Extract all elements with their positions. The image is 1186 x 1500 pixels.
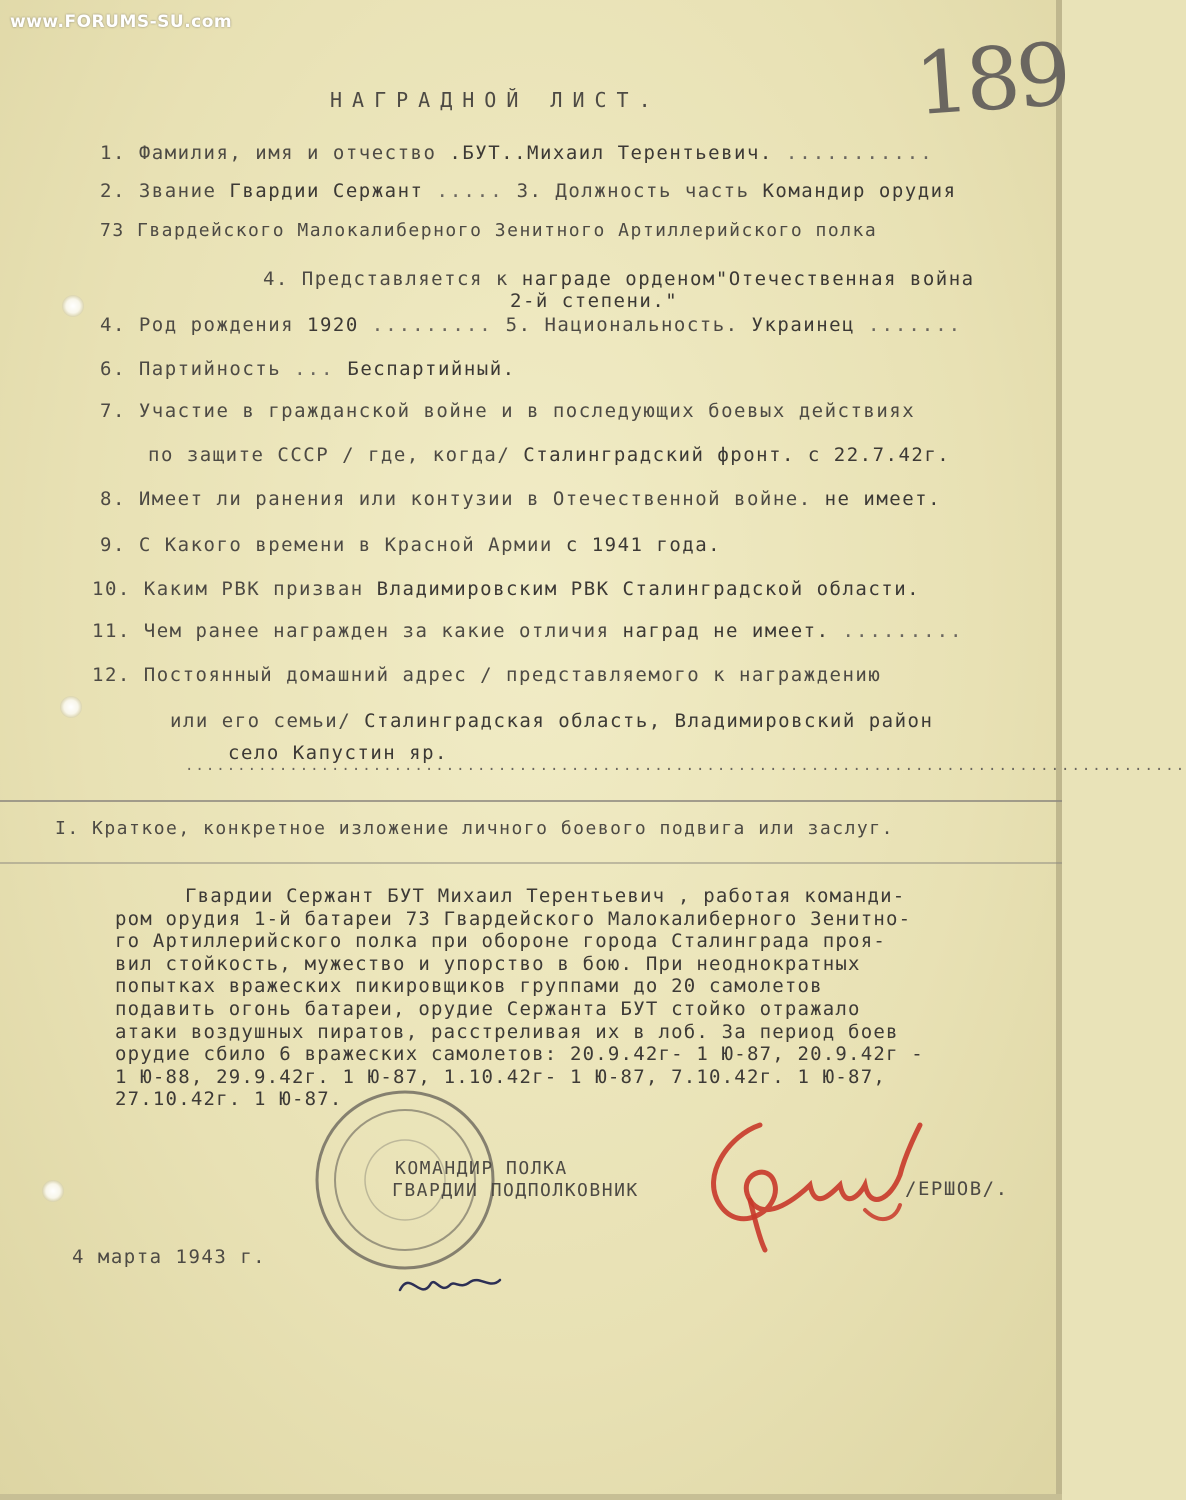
archive-number: 189 bbox=[911, 24, 1071, 136]
feat-line: 27.10.42г. 1 Ю-87. bbox=[115, 1088, 343, 1111]
dot-leader: ......... bbox=[371, 314, 493, 336]
field-9-row bbox=[100, 534, 721, 556]
field-6-row bbox=[100, 358, 516, 380]
field-12-value: Сталинградская область, Владимировский район bbox=[364, 710, 934, 732]
field-4-label: 4. Представляется к bbox=[262, 268, 509, 290]
field-2-row bbox=[100, 180, 957, 202]
field-6-label: 6. Партийность bbox=[100, 358, 282, 380]
feat-line: подавить огонь батареи, орудие Сержанта БУТ стойко отражало bbox=[115, 997, 861, 1020]
field-8-label: 8. Имеет ли ранения или контузии в Отечественной войне. bbox=[100, 488, 812, 510]
field-5b-value: Украинец bbox=[751, 314, 856, 336]
field-11-label: 11. Чем ранее награжден за какие отличия bbox=[92, 620, 610, 642]
dot-leader: ........... bbox=[785, 142, 934, 164]
field-5-row bbox=[100, 314, 962, 336]
dot-leader-row: ................................................................................................ bbox=[185, 758, 1186, 774]
feat-line: го Артиллерийского полка при обороне города Сталинграда проя- bbox=[115, 930, 886, 953]
dot-leader: ......... bbox=[842, 620, 964, 642]
field-3-label: 3. Должность часть bbox=[516, 180, 750, 202]
feat-description bbox=[115, 885, 1045, 1111]
field-12-label-cont: или его семьи/ bbox=[170, 710, 352, 732]
field-1-label: 1. Фамилия, имя и отчество bbox=[100, 142, 437, 164]
dot-leader: ....... bbox=[868, 314, 963, 336]
field-7-row bbox=[148, 444, 950, 466]
paper-edge-right bbox=[1056, 0, 1062, 1500]
field-10-label: 10. Каким РВК призван bbox=[92, 578, 364, 600]
document-title: НАГРАДНОЙ ЛИСТ. bbox=[330, 88, 661, 112]
paper-edge-bottom bbox=[0, 1494, 1062, 1500]
field-3-value: Командир орудия bbox=[762, 180, 957, 202]
field-2-value: Гвардии Сержант bbox=[229, 180, 424, 202]
field-8-value: не имеет. bbox=[824, 488, 942, 510]
site-watermark: www.FORUMS-SU.com bbox=[10, 12, 233, 32]
dot-leader: ... bbox=[294, 358, 335, 380]
field-5-value: 1920 bbox=[307, 314, 359, 336]
field-11-row bbox=[92, 620, 963, 642]
field-10-value: Владимировским РВК Сталинградской области. bbox=[376, 578, 921, 600]
document-date: 4 марта 1943 г. bbox=[72, 1246, 267, 1268]
feat-line: ром орудия 1-й батареи 73 Гвардейского Малокалиберного Зенитно- bbox=[115, 907, 912, 930]
commander-title-2: ГВАРДИИ ПОДПОЛКОВНИК bbox=[392, 1180, 639, 1201]
field-6-value: Беспартийный. bbox=[347, 358, 516, 380]
field-4-row bbox=[100, 268, 975, 290]
field-4-value: награде орденом"Отечественная война bbox=[521, 268, 975, 290]
field-8-row bbox=[100, 488, 941, 510]
field-1-value: .БУТ..Михаил Терентьевич. bbox=[449, 142, 773, 164]
section-1-header: I. Краткое, конкретное изложение личного боевого подвига или заслуг. bbox=[55, 818, 894, 839]
punch-hole bbox=[42, 1180, 64, 1202]
feat-line: попытках вражеских пикировщиков группами до 20 самолетов bbox=[115, 975, 823, 998]
regiment-line: 73 Гвардейского Малокалиберного Зенитного Артиллерийского полка bbox=[100, 220, 878, 241]
field-1-row bbox=[100, 142, 934, 164]
field-7-label: 7. Участие в гражданской войне и в последующих боевых действиях bbox=[100, 400, 916, 422]
feat-line: Гвардии Сержант БУТ Михаил Терентьевич , работая команди- bbox=[185, 885, 906, 907]
field-10-row bbox=[92, 578, 920, 600]
field-11-value: наград не имеет. bbox=[622, 620, 830, 642]
dot-leader: ..... bbox=[436, 180, 504, 202]
punch-hole bbox=[62, 295, 84, 317]
commander-title-1: КОМАНДИР ПОЛКА bbox=[395, 1158, 568, 1179]
field-12-label: 12. Постоянный домашний адрес / представляемого к награждению bbox=[92, 664, 882, 686]
field-9-value: с 1941 года. bbox=[565, 534, 722, 556]
section-divider bbox=[0, 862, 1062, 864]
field-4-value-cont: 2-й степени." bbox=[510, 290, 679, 312]
field-5-label: 4. Род рождения bbox=[100, 314, 295, 336]
section-divider bbox=[0, 800, 1062, 802]
field-5b-label: 5. Национальность. bbox=[505, 314, 739, 336]
feat-line: вил стойкость, мужество и упорство в бою. При неоднократных bbox=[115, 952, 861, 975]
field-7-value: Сталинградский фронт. с 22.7.42г. bbox=[523, 444, 951, 466]
field-12-value-cont: село Капустин яр. bbox=[228, 742, 448, 764]
punch-hole bbox=[60, 696, 82, 718]
field-12-row bbox=[170, 710, 933, 732]
commander-signature bbox=[690, 1115, 930, 1255]
commander-name: /ЕРШОВ/. bbox=[905, 1178, 1009, 1200]
feat-line: атаки воздушных пиратов, расстреливая их в лоб. За период боев bbox=[115, 1020, 899, 1043]
feat-line: орудие сбило 6 вражеских самолетов: 20.9.42г- 1 Ю-87, 20.9.42г - bbox=[115, 1043, 924, 1066]
field-7-label-cont: по защите СССР / где, когда/ bbox=[148, 444, 511, 466]
field-2-label: 2. Звание bbox=[100, 180, 217, 202]
feat-line: 1 Ю-88, 29.9.42г. 1 Ю-87, 1.10.42г- 1 Ю-87, 7.10.42г. 1 Ю-87, bbox=[115, 1065, 886, 1088]
secondary-signature bbox=[395, 1260, 505, 1310]
field-9-label: 9. С Какого времени в Красной Армии bbox=[100, 534, 553, 556]
